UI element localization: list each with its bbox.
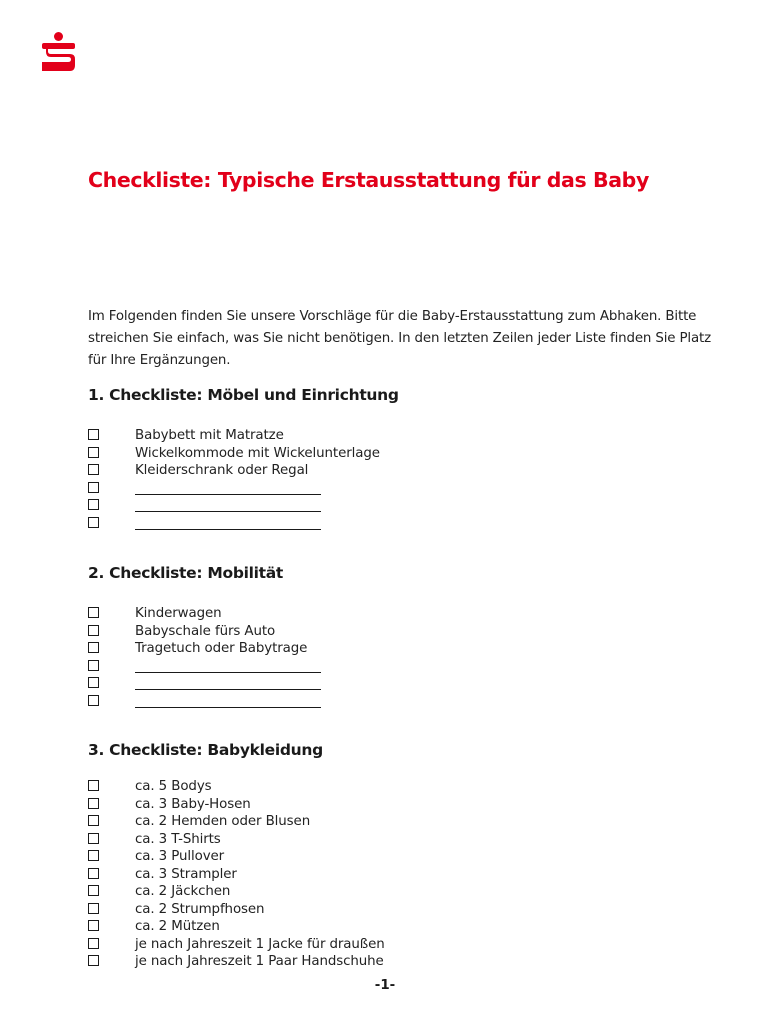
section-furniture bbox=[88, 385, 688, 532]
blank-line[interactable] bbox=[135, 494, 321, 495]
checkbox[interactable] bbox=[88, 955, 99, 966]
checklist-item bbox=[88, 796, 688, 814]
blank-line[interactable] bbox=[135, 672, 321, 673]
checklist-item bbox=[88, 918, 688, 936]
checkbox[interactable] bbox=[88, 607, 99, 618]
section-heading: 3. Checkliste: Babykleidung bbox=[88, 741, 323, 759]
checklist-item-blank bbox=[88, 497, 688, 515]
blank-line[interactable] bbox=[135, 707, 321, 708]
checkbox[interactable] bbox=[88, 885, 99, 896]
checklist-item bbox=[88, 901, 688, 919]
checklist bbox=[88, 778, 688, 971]
item-label: ca. 3 Pullover bbox=[135, 849, 225, 864]
item-label: ca. 2 Hemden oder Blusen bbox=[135, 814, 311, 829]
checkbox[interactable] bbox=[88, 920, 99, 931]
section-mobility bbox=[88, 563, 688, 710]
item-label: Babybett mit Matratze bbox=[135, 428, 284, 443]
checkbox[interactable] bbox=[88, 517, 99, 528]
section-heading: 1. Checkliste: Möbel und Einrichtung bbox=[88, 386, 399, 404]
item-label: ca. 2 Jäckchen bbox=[135, 884, 231, 899]
checklist-item bbox=[88, 831, 688, 849]
sparkasse-logo-icon bbox=[42, 32, 75, 71]
checklist-item bbox=[88, 953, 688, 971]
checklist-item bbox=[88, 936, 688, 954]
checkbox[interactable] bbox=[88, 482, 99, 493]
checkbox[interactable] bbox=[88, 677, 99, 688]
item-label: ca. 3 T-Shirts bbox=[135, 831, 221, 847]
item-label: ca. 5 Bodys bbox=[135, 779, 212, 794]
checkbox[interactable] bbox=[88, 660, 99, 671]
checkbox[interactable] bbox=[88, 499, 99, 510]
checkbox[interactable] bbox=[88, 903, 99, 914]
section-heading: 2. Checkliste: Mobilität bbox=[88, 564, 284, 582]
intro-paragraph: Im Folgenden finden Sie unsere Vorschläge für die Baby-Erstausstattung zum Abhaken. Bitte streichen Sie einfach, was Sie nicht benötigen. In den letzten Zeilen jeder Liste finden Sie Platz für Ihre Ergänzungen. bbox=[88, 309, 712, 368]
checklist-item bbox=[88, 866, 688, 884]
checkbox[interactable] bbox=[88, 625, 99, 636]
blank-line[interactable] bbox=[135, 529, 321, 530]
item-label: Wickelkommode mit Wickelunterlage bbox=[135, 445, 380, 461]
checkbox[interactable] bbox=[88, 464, 99, 475]
checklist-item bbox=[88, 623, 688, 641]
checklist-item-blank bbox=[88, 693, 688, 711]
checklist bbox=[88, 427, 688, 532]
item-label: ca. 2 Strumpfhosen bbox=[135, 901, 265, 917]
checklist-item-blank bbox=[88, 675, 688, 693]
checkbox[interactable] bbox=[88, 798, 99, 809]
item-label: Babyschale fürs Auto bbox=[135, 623, 276, 639]
checkbox[interactable] bbox=[88, 938, 99, 949]
page-number: -1- bbox=[374, 978, 396, 993]
item-label: je nach Jahreszeit 1 Paar Handschuhe bbox=[135, 954, 384, 969]
checkbox[interactable] bbox=[88, 850, 99, 861]
item-label: je nach Jahreszeit 1 Jacke für draußen bbox=[135, 936, 385, 952]
checkbox[interactable] bbox=[88, 429, 99, 440]
blank-line[interactable] bbox=[135, 689, 321, 690]
item-label: Tragetuch oder Babytrage bbox=[135, 641, 308, 656]
page-title: Checkliste: Typische Erstausstattung für das Baby bbox=[88, 168, 649, 192]
checklist-item bbox=[88, 813, 688, 831]
checklist-item bbox=[88, 883, 688, 901]
checklist-item-blank bbox=[88, 658, 688, 676]
section-clothing bbox=[88, 740, 688, 971]
checklist-item bbox=[88, 427, 688, 445]
checklist-item bbox=[88, 640, 688, 658]
checklist-item-blank bbox=[88, 515, 688, 533]
checkbox[interactable] bbox=[88, 815, 99, 826]
checklist-item bbox=[88, 605, 688, 623]
checkbox[interactable] bbox=[88, 833, 99, 844]
item-label: Kinderwagen bbox=[135, 606, 222, 621]
checkbox[interactable] bbox=[88, 642, 99, 653]
checklist-item bbox=[88, 462, 688, 480]
item-label: ca. 3 Strampler bbox=[135, 866, 237, 882]
checklist-item-blank bbox=[88, 480, 688, 498]
checklist-item bbox=[88, 445, 688, 463]
checklist-item bbox=[88, 778, 688, 796]
item-label: ca. 2 Mützen bbox=[135, 919, 220, 934]
item-label: ca. 3 Baby-Hosen bbox=[135, 796, 251, 812]
checkbox[interactable] bbox=[88, 695, 99, 706]
checkbox[interactable] bbox=[88, 447, 99, 458]
item-label: Kleiderschrank oder Regal bbox=[135, 463, 309, 478]
checkbox[interactable] bbox=[88, 868, 99, 879]
blank-line[interactable] bbox=[135, 511, 321, 512]
checklist-item bbox=[88, 848, 688, 866]
checkbox[interactable] bbox=[88, 780, 99, 791]
checklist bbox=[88, 605, 688, 710]
